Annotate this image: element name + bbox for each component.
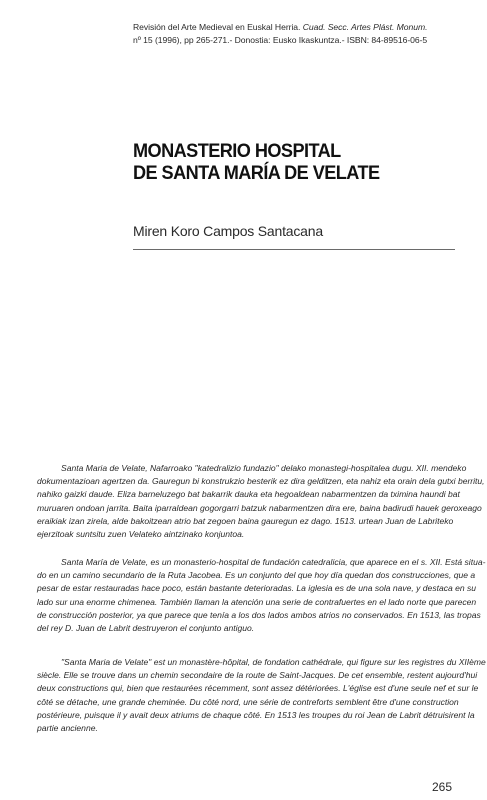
article-title [133, 140, 440, 184]
title-line-2: DE SANTA MARÍA DE VELATE [133, 162, 380, 184]
citation-journal: Cuad. Secc. Artes Plást. Monum. [302, 22, 428, 32]
title-line-1: MONASTERIO HOSPITAL [133, 140, 341, 162]
abstract-line: "Santa Maria de Velate" est un monastère-hôpital, de fondation cathédrale, qui figure sur les registres du XIIème [61, 657, 486, 667]
abstract-line: dokumentazioan agertzen da. Gauregun bi konstrukzio besterik ez dira gelditzen, eta nahiz eta orain dela gutxi berritu, [37, 476, 485, 487]
abstract-line: siècle. Elle se trouve dans un chemin secondaire de la route de Saint-Jacques. De cet ensemble, restent aujourd'hui [37, 670, 478, 681]
abstract-line: Santa Maria de Velate, Nafarroako "katedralizio fundazio" delako monastegi-hospitalea dugu. XII. mendeko [61, 463, 467, 473]
abstract-line: postérieure, puisque il y avait deux atriums de chaque côté. En 1513 les troupes du roi Jean de Labrit détruisirent la [37, 709, 475, 720]
abstract-line: de construcción posterior, ya que parece que tenía a los dos lados ambos atrios no conservados. En 1513, las tropas [37, 609, 481, 620]
abstract-line: Santa María de Velate, es un monasterio-hospital de fundación catedralicia, que aparece en el s. XII. Está situa- [61, 557, 486, 567]
abstract-line: deux constructions qui, bien que restaurées récemment, sont assez détériorées. L'église est d'une seule nef et sur le [37, 683, 479, 694]
author-name: Miren Koro Campos Santacana [133, 223, 323, 239]
abstract-line: partie ancienne. [37, 723, 98, 734]
abstract-euskara [37, 462, 485, 541]
citation-source: Revisión del Arte Medieval en Euskal Herria. [133, 22, 303, 32]
citation-line-1 [133, 21, 463, 34]
abstract-line: pesar de estar restauradas hace poco, están bastante deterioradas. La iglesia es de una sola nave, y destaca en su [37, 583, 477, 594]
citation-header [133, 21, 463, 47]
abstract-castellano [37, 556, 486, 635]
abstract-line: nahiko gaizki daude. Eliza barneluzego bat bakarrik dauka eta hegoaldean nabarmentzen da tximina haundi bat [37, 489, 460, 500]
abstract-francais [37, 656, 486, 735]
citation-line-2: nº 15 (1996), pp 265-271.- Donostia: Eusko Ikaskuntza.- ISBN: 84-89516-06-5 [133, 35, 428, 45]
abstract-line: do en un camino secundario de la Ruta Jacobea. Es un conjunto del que hoy día quedan dos construcciones, que a [37, 570, 476, 581]
abstract-line: eraikiak izan zirela, alde bakoitzean atrio bat zegoen baina gauregun ez dago. 1513. urtean Juan de Labriteko [37, 515, 454, 526]
abstract-line: lado sur una enorme chimenea. También llaman la atención una serie de contrafuertes en el lado norte que parecen [37, 596, 477, 607]
page-number: 265 [431, 780, 452, 794]
abstract-line: ejerzitoak suntsitu zuen Velateko aintzinako konjuntoa. [37, 529, 245, 540]
abstract-line: côté se détache, une grande cheminée. Du côté nord, une série de contreforts semblent être d'une construction [37, 696, 459, 707]
abstract-line: muruaren ondoan jarrita. Baita iparraldean gogorgarri batzuk nabarmentzen dira ere, baina badirudi hauek geroxeago [37, 502, 482, 513]
abstract-line: del rey D. Juan de Labrit destruyeron el conjunto antiguo. [37, 623, 255, 634]
title-divider [133, 249, 455, 250]
